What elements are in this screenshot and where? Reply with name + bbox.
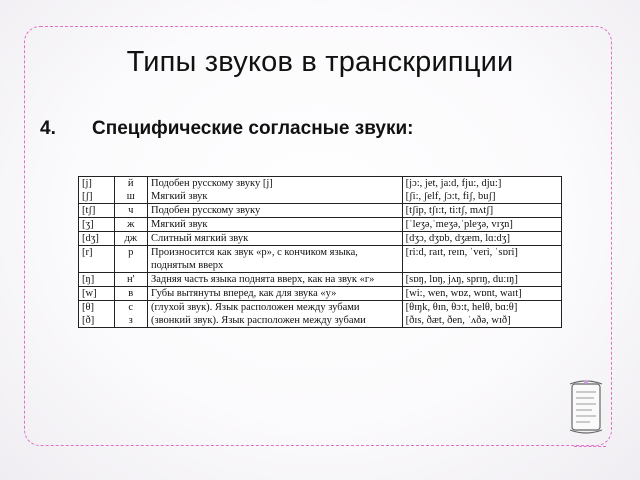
table-cell-sym: [ŋ] <box>79 273 115 287</box>
consonants-table <box>78 176 562 328</box>
table-cell-ex: [wi:, wen, wɒz, wɒnt, waɪt] <box>402 287 561 301</box>
table-row <box>79 177 562 204</box>
table-cell-ex: [jɔ:, jet, ja:d, fju:, dju:] [ʃi:, ʃelf, ʃɔ:t, fiʃ, buʃ] <box>402 177 561 204</box>
frame-dash-ornament <box>574 446 606 447</box>
table-cell-rus: н' <box>114 273 147 287</box>
table-cell-sym: [w] <box>79 287 115 301</box>
table-cell-sym: [tʃ] <box>79 204 115 218</box>
table-cell-desc: (глухой звук). Язык расположен между зубами (звонкий звук). Язык расположен между зубами <box>147 301 402 328</box>
table-cell-ex: [sɒŋ, lɒŋ, jʌŋ, sprɪŋ, duːɪŋ] <box>402 273 561 287</box>
table-row <box>79 246 562 273</box>
section-heading <box>40 118 413 140</box>
section-heading-text: Специфические согласные звуки: <box>92 118 414 139</box>
table-cell-sym: [dʒ] <box>79 232 115 246</box>
consonants-table-body <box>79 177 562 328</box>
section-number: 4. <box>40 118 56 139</box>
table-cell-desc: Задняя часть языка поднята вверх, как на звук «г» <box>147 273 402 287</box>
table-cell-desc: Губы вытянуты вперед, как для звука «у» <box>147 287 402 301</box>
table-row <box>79 204 562 218</box>
table-cell-desc: Подобен русскому звуку [j] Мягкий звук <box>147 177 402 204</box>
table-cell-rus: ч <box>114 204 147 218</box>
table-row <box>79 232 562 246</box>
table-cell-desc: Произносится как звук «р», с кончиком языка, поднятым вверх <box>147 246 402 273</box>
table-cell-rus: й ш <box>114 177 147 204</box>
table-cell-desc: Мягкий звук <box>147 218 402 232</box>
slide-title: Типы звуков в транскрипции <box>126 46 514 78</box>
scroll-decoration-icon <box>566 378 606 440</box>
table-cell-rus: дж <box>114 232 147 246</box>
table-cell-rus: р <box>114 246 147 273</box>
table-cell-ex: [tʃip, tʃɪ:t, ti:tʃ, mʌtʃ] <box>402 204 561 218</box>
table-cell-rus: в <box>114 287 147 301</box>
table-cell-sym: [j] [ʃ] <box>79 177 115 204</box>
table-row <box>79 218 562 232</box>
table-row <box>79 287 562 301</box>
table-cell-rus: ж <box>114 218 147 232</box>
table-row <box>79 273 562 287</box>
table-cell-ex: [dʒɔ, dʒɒb, dʒæm, lɑ:dʒ] <box>402 232 561 246</box>
table-cell-ex: [θɪŋk, θɪn, θɔ:t, helθ, bɑ:θ] [ðɪs, ðæt, ðen, ˈʌðə, wɪð] <box>402 301 561 328</box>
table-cell-sym: [r] <box>79 246 115 273</box>
table-cell-ex: [ri:d, raɪt, reɪn, ˈveri, ˈsɒri] <box>402 246 561 273</box>
table-cell-sym: [ʒ] <box>79 218 115 232</box>
table-cell-desc: Слитный мягкий звук <box>147 232 402 246</box>
table-row <box>79 301 562 328</box>
table-cell-rus: с з <box>114 301 147 328</box>
table-cell-sym: [θ] [ð] <box>79 301 115 328</box>
table-cell-desc: Подобен русскому звуку <box>147 204 402 218</box>
table-cell-ex: [ˈleʒə,ˈmeʒə,ˈpleʒə, vɪʒn] <box>402 218 561 232</box>
